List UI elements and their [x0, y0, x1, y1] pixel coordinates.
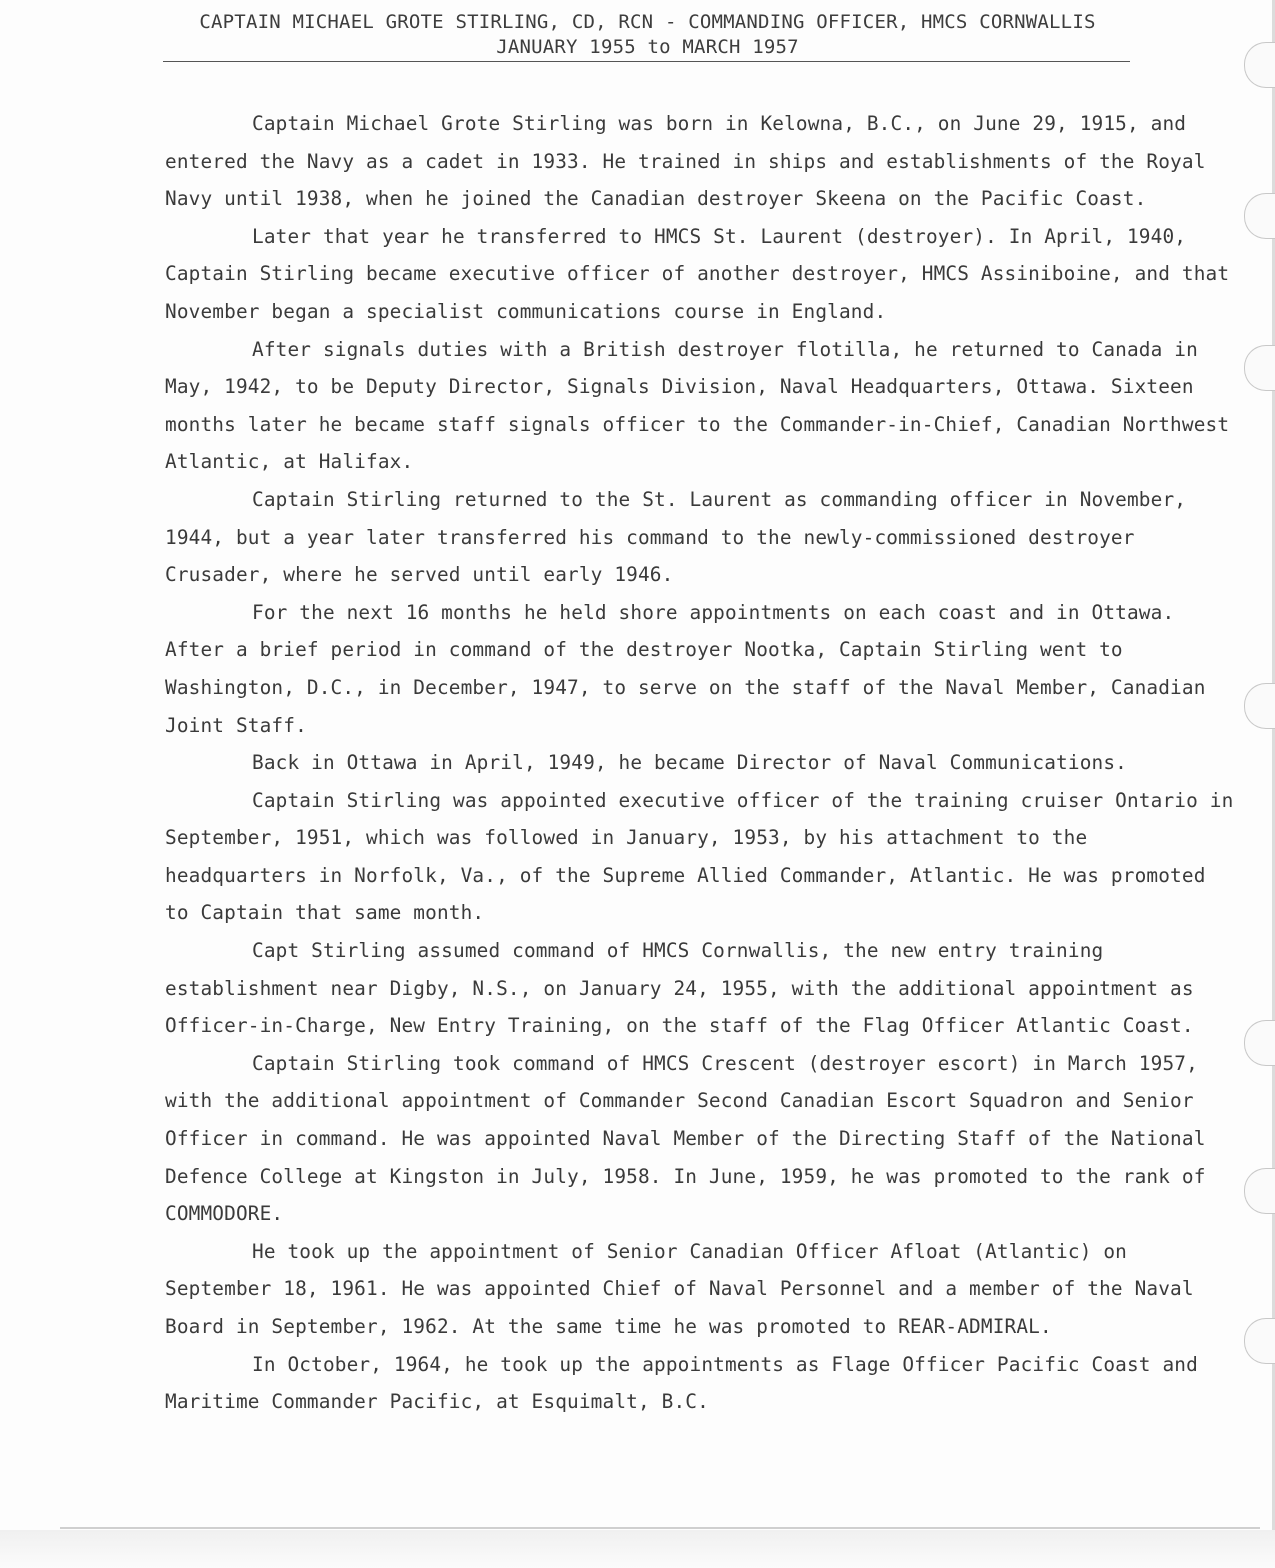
paragraph-ontario: Captain Stirling was appointed executive officer of the training cruiser Ontario in September, 1951, which was followed in January, 1953, by his attachment to the headquarters in Norfolk, Va., of the Supreme Allied Commander, Atlantic. He was promoted to Captain that same month.: [165, 788, 1234, 925]
document-header: [160, 10, 1135, 60]
binder-tab: [1244, 42, 1275, 88]
paragraph-pacific: In October, 1964, he took up the appointments as Flage Officer Pacific Coast and Maritime Commander Pacific, at Esquimalt, B.C.: [165, 1352, 1198, 1414]
binder-tab: [1244, 1168, 1275, 1214]
paragraph-crusader: Captain Stirling returned to the St. Laurent as commanding officer in November, 1944, but a year later transferred his command to the newly-commissioned destroyer Crusader, where he served until early 1946.: [165, 487, 1187, 587]
page-bottom-edge: [60, 1527, 1260, 1529]
paragraph-cornwallis: Capt Stirling assumed command of HMCS Cornwallis, the new entry training establishment near Digby, N.S., on January 24, 1955, with the additional appointment as Officer-in-Charge, New Entry Training, on the staff of the Flag Officer Atlantic Coast.: [165, 939, 1194, 1038]
paragraph-shore-appointments: For the next 16 months he held shore appointments on each coast and in Ottawa. After a brief period in command of the destroyer Nootka, Captain Stirling went to Washington, D.C., in December, 1947, to serve on the staff of the Naval Member, Canadian Joint Staff.: [165, 600, 1206, 737]
paragraph-naval-communications: Back in Ottawa in April, 1949, he became Director of Naval Communications.: [252, 751, 1127, 775]
paragraph-afloat: He took up the appointment of Senior Canadian Officer Afloat (Atlantic) on September 18, 1961. He was appointed Chief of Naval Personnel and a member of the Naval Board in September, 1962. At the same time he was promoted to REAR-ADMIRAL.: [165, 1239, 1194, 1338]
biography-body: [165, 105, 1235, 1421]
header-underline: [163, 61, 1130, 62]
header-title: CAPTAIN MICHAEL GROTE STIRLING, CD, RCN - COMMANDING OFFICER, HMCS CORNWALLIS: [199, 11, 1096, 33]
page-bottom-shadow: [0, 1530, 1275, 1568]
binder-tab: [1244, 1318, 1275, 1364]
binder-tab: [1244, 1020, 1275, 1066]
paragraph-signals: After signals duties with a British destroyer flotilla, he returned to Canada in May, 1942, to be Deputy Director, Signals Division, Naval Headquarters, Ottawa. Sixteen months later he became staff signals officer to the Commander-in-Chief, Canadian Northwest Atlantic, at Halifax.: [165, 337, 1230, 474]
paragraph-birth: Captain Michael Grote Stirling was born in Kelowna, B.C., on June 29, 1915, and entered the Navy as a cadet in 1933. He trained in ships and establishments of the Royal Navy until 1938, when he joined the Canadian destroyer Skeena on the Pacific Coast.: [165, 112, 1206, 211]
paragraph-crescent: Captain Stirling took command of HMCS Crescent (destroyer escort) in March 1957, with the additional appointment of Commander Second Canadian Escort Squadron and Senior Officer in command. He was appointed Naval Member of the Directing Staff of the National Defence College at Kingston in July, 1958. In June, 1959, he was promoted to the rank of COMMODORE.: [165, 1051, 1206, 1226]
binder-tab: [1244, 345, 1275, 391]
binder-tab: [1244, 193, 1275, 239]
binder-tab: [1244, 683, 1275, 729]
paragraph-st-laurent: Later that year he transferred to HMCS St. Laurent (destroyer). In April, 1940, Captain Stirling became executive officer of another destroyer, HMCS Assiniboine, and that November began a specialist communications course in England.: [165, 224, 1230, 323]
header-date-range: JANUARY 1955 to MARCH 1957: [496, 36, 799, 58]
